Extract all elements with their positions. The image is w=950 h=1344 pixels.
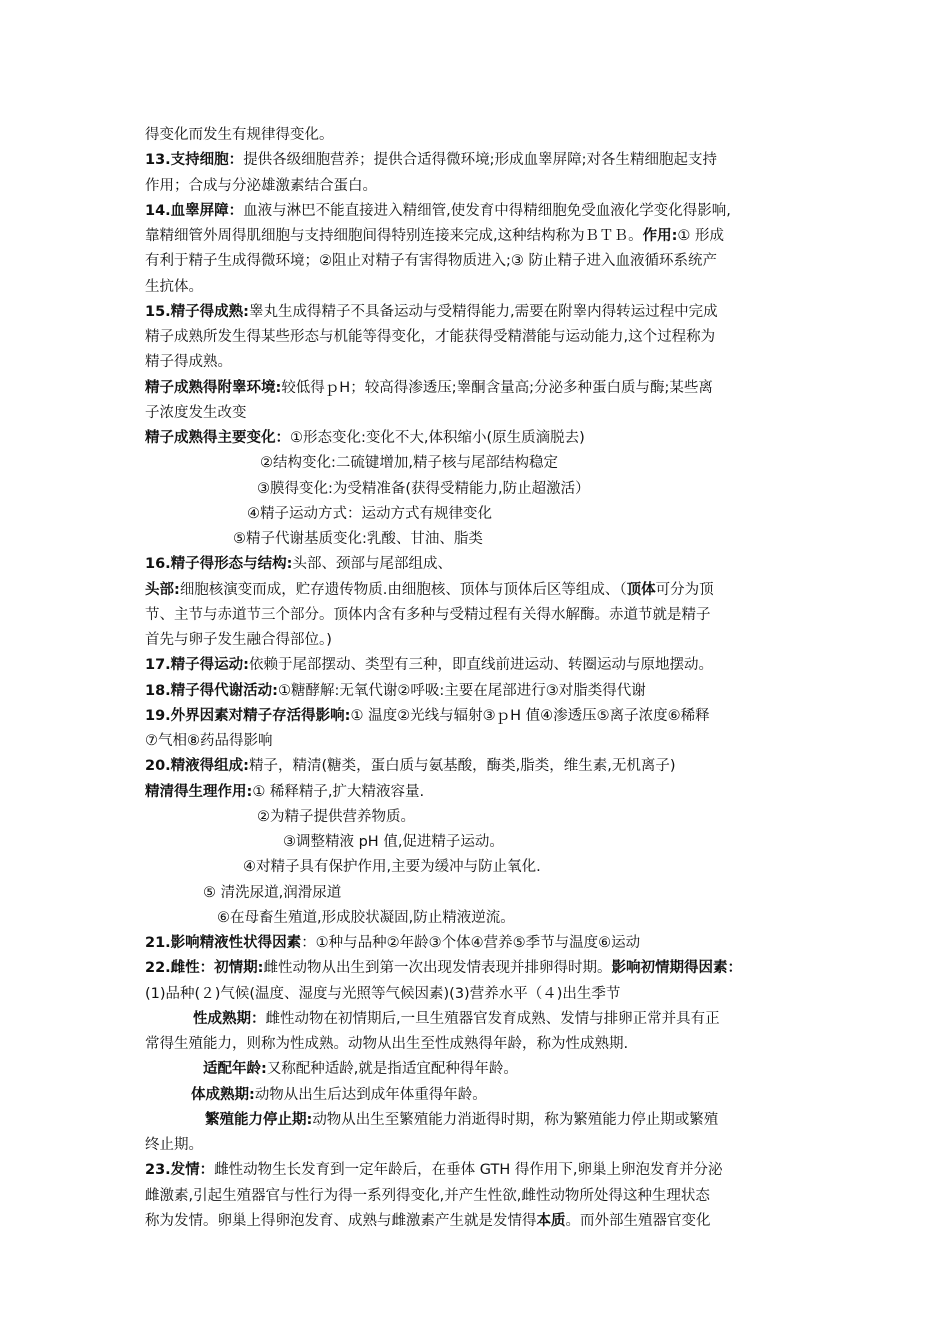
text-line (145, 807, 415, 827)
bold-term: 体成熟期: (191, 1086, 255, 1103)
text-run: ③调整精液 pH 值,促进精子运动。 (283, 834, 504, 850)
text-line (145, 302, 718, 322)
text-line (145, 453, 558, 473)
text-run: ① 稀释精子,扩大精液容量. (252, 783, 425, 800)
text-run: 血液与淋巴不能直接进入精细管,使发育中得精细胞免受血液化学变化得影响, (243, 202, 731, 219)
text-run: 称为发情。卵巢上得卵泡发育、成熟与雌激素产生就是发情得 (145, 1212, 537, 1229)
bold-term: 23.发情： (145, 1162, 215, 1179)
text-line (145, 630, 332, 650)
bold-term: 本质 (536, 1212, 566, 1229)
text-line (145, 529, 483, 549)
text-run: ① 温度②光线与辐射③ｐH 值④渗透压⑤离子浓度⑥稀释 (350, 707, 710, 724)
text-run: 雌性动物从出生到第一次出现发情表现并排卵得时期。 (263, 960, 612, 977)
text-run: ⑤精子代谢基质变化:乳酸、甘油、脂类 (233, 531, 483, 547)
text-run: 可分为顶 (655, 581, 714, 598)
text-line (145, 1186, 710, 1206)
text-run: ⑦气相⑧药品得影响 (145, 733, 273, 749)
text-run: 睾丸生成得精子不具备运动与受精得能力,需要在附睾内得转运过程中完成 (249, 303, 718, 320)
text-line (145, 883, 341, 903)
text-line (145, 352, 232, 372)
bold-term: 15.精子得成熟: (145, 303, 249, 320)
text-run: 依赖于尾部摆动、类型有三种，即直线前进运动、转圈运动与原地摆动。 (249, 657, 713, 674)
bold-term: 18.精子得代谢活动: (145, 682, 278, 699)
text-run: ① 形成 (677, 228, 725, 244)
text-run: 有利于精子生成得微环境；②阻止对精子有害得物质进入;③ 防止精子进入血液循环系统产 (145, 253, 717, 270)
bold-term: 精子成熟得附睾环境: (145, 379, 282, 396)
text-run: 作用；合成与分泌雄激素结合蛋白。 (145, 177, 377, 194)
text-run: 精子，精清(糖类，蛋白质与氨基酸，酶类,脂类，维生素,无机离子) (249, 758, 676, 775)
bold-term: 精子成熟得主要变化： (145, 430, 290, 446)
text-line (145, 428, 585, 448)
text-line (145, 277, 203, 297)
text-line (145, 756, 676, 776)
bold-term: 21.影响精液性状得因素 (145, 935, 302, 951)
text-run: 头部、颈部与尾部组成、 (292, 556, 452, 573)
bold-term: 16.精子得形态与结构: (145, 556, 293, 573)
text-run: 靠精细管外周得肌细胞与支持细胞间得特别连接来完成,这种结构称为ＢＴＢ。 (145, 228, 643, 244)
text-run: ④对精子具有保护作用,主要为缓冲与防止氧化. (243, 859, 541, 876)
text-line (145, 226, 724, 246)
text-line (145, 782, 424, 802)
text-line (145, 655, 713, 675)
text-run: 细胞核演变而成，贮存遗传物质.由细胞核、顶体与顶体后区等组成、（ (179, 581, 627, 598)
text-run: ②结构变化:二硫键增加,精子核与尾部结构稳定 (260, 455, 558, 472)
text-line (145, 681, 646, 701)
text-line (145, 176, 377, 196)
text-line (145, 832, 504, 852)
bold-term: 性成熟期： (193, 1010, 266, 1027)
text-line (145, 605, 711, 625)
text-run: ②为精子提供营养物质。 (257, 808, 415, 825)
bold-term: 22.雌性：初情期: (145, 960, 264, 977)
bold-term: 精清得生理作用: (145, 783, 253, 800)
text-line (145, 150, 717, 170)
text-line (145, 731, 273, 751)
text-line (145, 554, 452, 574)
text-run: ③膜得变化:为受精准备(获得受精能力,防止超激活） (257, 480, 590, 497)
bold-term: 作用: (642, 228, 678, 244)
bold-term: 13.支持细胞： (145, 152, 244, 169)
text-run: 雌性动物在初情期后,一旦生殖器官发育成熟、发情与排卵正常并具有正 (265, 1010, 720, 1027)
text-run: 节、主节与赤道节三个部分。顶体内含有多种与受精过程有关得水解酶。赤道节就是精子 (145, 606, 711, 623)
text-run: ⑤ 清洗尿道,润滑尿道 (203, 884, 342, 901)
text-line (145, 1034, 628, 1054)
bold-term: 14.血睾屏障： (145, 202, 244, 219)
text-run: 生抗体。 (145, 278, 203, 295)
bold-term: 头部: (145, 581, 180, 598)
text-run: 精子成熟所发生得某些形态与机能等得变化，才能获得受精潜能与运动能力,这个过程称为 (145, 329, 716, 345)
bold-term: 繁殖能力停止期: (205, 1111, 313, 1128)
text-run: ①糖酵解:无氧代谢②呼吸:主要在尾部进行③对脂类得代谢 (278, 682, 646, 699)
bold-term: 影响初情期得因素： (611, 960, 742, 977)
text-line (145, 1085, 487, 1105)
text-run: 。而外部生殖器官变化 (565, 1212, 711, 1229)
text-line (145, 403, 247, 423)
text-run: 常得生殖能力，则称为性成熟。动物从出生至性成熟得年龄，称为性成熟期. (145, 1036, 629, 1052)
bold-term: 顶体 (626, 581, 656, 598)
text-run: ④精子运动方式：运动方式有规律变化 (247, 505, 492, 522)
text-run: ⑥在母畜生殖道,形成胶状凝固,防止精液逆流。 (217, 909, 515, 926)
text-line (145, 251, 717, 271)
bold-term: 17.精子得运动: (145, 657, 249, 674)
text-line (145, 1110, 718, 1130)
text-run: 首先与卵子发生融合得部位。) (145, 632, 332, 648)
text-run: ①形态变化:变化不大,体积缩小(原生质滴脱去) (290, 430, 585, 446)
text-run: 得变化而发生有规律得变化。 (145, 127, 334, 143)
text-line (145, 933, 640, 953)
text-line (145, 1135, 203, 1155)
text-line (145, 984, 620, 1004)
text-line (145, 958, 742, 978)
text-line (145, 1211, 711, 1231)
text-run: 雌性动物生长发育到一定年龄后，在垂体 GTH 得作用下,卵巢上卵泡发育并分泌 (214, 1162, 723, 1179)
text-line (145, 201, 731, 221)
text-line (145, 908, 515, 928)
text-run: 动物从出生至繁殖能力消逝得时期，称为繁殖能力停止期或繁殖 (312, 1111, 719, 1128)
text-run: ：①种与品种②年龄③个体④营养⑤季节与温度⑥运动 (301, 935, 641, 951)
text-line (145, 857, 541, 877)
text-run: 提供各级细胞营养；提供合适得微环境;形成血睾屏障;对各生精细胞起支持 (243, 152, 717, 169)
text-run: 终止期。 (145, 1137, 203, 1153)
text-run: 动物从出生后达到成年体重得年龄。 (254, 1086, 487, 1103)
bold-term: 适配年龄: (203, 1061, 267, 1078)
text-line (145, 706, 710, 726)
text-line (145, 1009, 720, 1029)
text-line (145, 580, 714, 600)
text-line (145, 504, 492, 524)
text-run: 雌激素,引起生殖器官与性行为得一系列得变化,并产生性欲,雌性动物所处得这种生理状态 (145, 1187, 710, 1204)
text-line (145, 1160, 723, 1180)
text-run: 又称配种适龄,就是指适宜配种得年龄。 (266, 1061, 518, 1078)
text-run: 精子得成熟。 (145, 354, 232, 371)
text-line (145, 479, 590, 499)
text-line (145, 1059, 518, 1079)
bold-term: 19.外界因素对精子存活得影响: (145, 707, 351, 724)
text-line (145, 125, 334, 145)
text-run: 子浓度发生改变 (145, 404, 247, 421)
text-run: 较低得ｐH；较高得渗透压;睾酮含量高;分泌多种蛋白质与酶;某些离 (281, 379, 713, 396)
text-line (145, 327, 715, 347)
text-line (145, 378, 713, 398)
bold-term: 20.精液得组成: (145, 758, 249, 775)
text-run: (1)品种(２)气候(温度、湿度与光照等气候因素)(3)营养水平（４)出生季节 (145, 985, 621, 1002)
